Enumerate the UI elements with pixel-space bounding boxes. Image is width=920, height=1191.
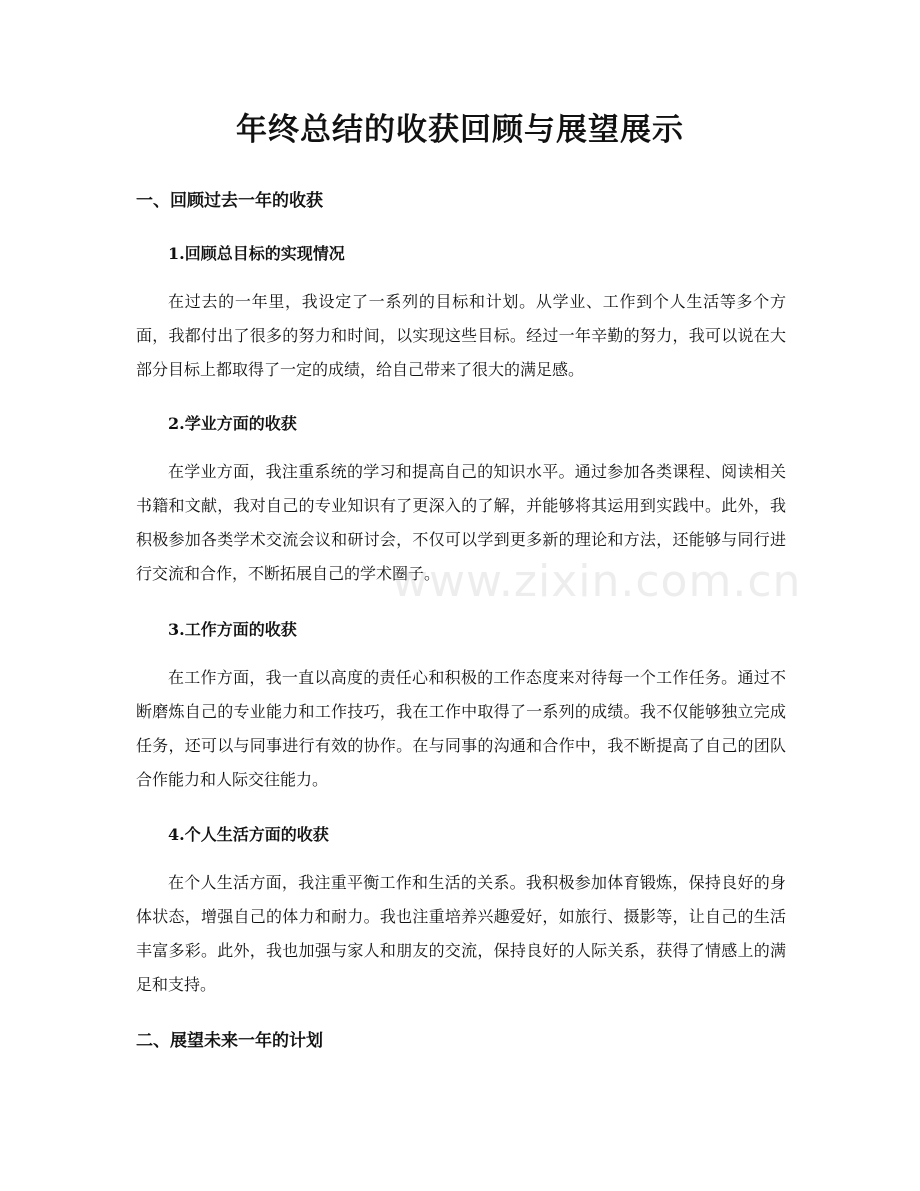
subheading-study: 2.学业方面的收获 [168,414,297,433]
paragraph-goals: 在过去的一年里，我设定了一系列的目标和计划。从学业、工作到个人生活等多个方面，我都付出了很多的努力和时间，以实现这些目标。经过一年辛勤的努力，我可以说在大部分目标上都取得了一定的成绩，给自己带来了很大的满足感。 [136,292,786,379]
paragraph-life: 在个人生活方面，我注重平衡工作和生活的关系。我积极参加体育锻炼，保持良好的身体状态，增强自己的体力和耐力。我也注重培养兴趣爱好，如旅行、摄影等，让自己的生活丰富多彩。此外，我也加强与家人和朋友的交流，保持良好的人际关系，获得了情感上的满足和支持。 [136,873,786,994]
document-title: 年终总结的收获回顾与展望展示 [236,112,684,148]
subheading-goals: 1.回顾总目标的实现情况 [168,244,345,263]
watermark-text: www.zixin.com.cn [392,556,802,607]
section-heading-review: 一、回顾过去一年的收获 [136,191,323,211]
subheading-life: 4.个人生活方面的收获 [168,825,329,844]
section-heading-outlook: 二、展望未来一年的计划 [136,1031,323,1051]
paragraph-study: 在学业方面，我注重系统的学习和提高自己的知识水平。通过参加各类课程、阅读相关书籍和文献，我对自己的专业知识有了更深入的了解，并能够将其运用到实践中。此外，我积极参加各类学术交流会议和研讨会，不仅可以学到更多新的理论和方法，还能够与同行进行交流和合作，不断拓展自己的学术圈子。 [136,462,786,583]
subheading-work: 3.工作方面的收获 [168,620,297,639]
paragraph-work: 在工作方面，我一直以高度的责任心和积极的工作态度来对待每一个工作任务。通过不断磨炼自己的专业能力和工作技巧，我在工作中取得了一系列的成绩。我不仅能够独立完成任务，还可以与同事进行有效的协作。在与同事的沟通和合作中，我不断提高了自己的团队合作能力和人际交往能力。 [136,668,786,789]
